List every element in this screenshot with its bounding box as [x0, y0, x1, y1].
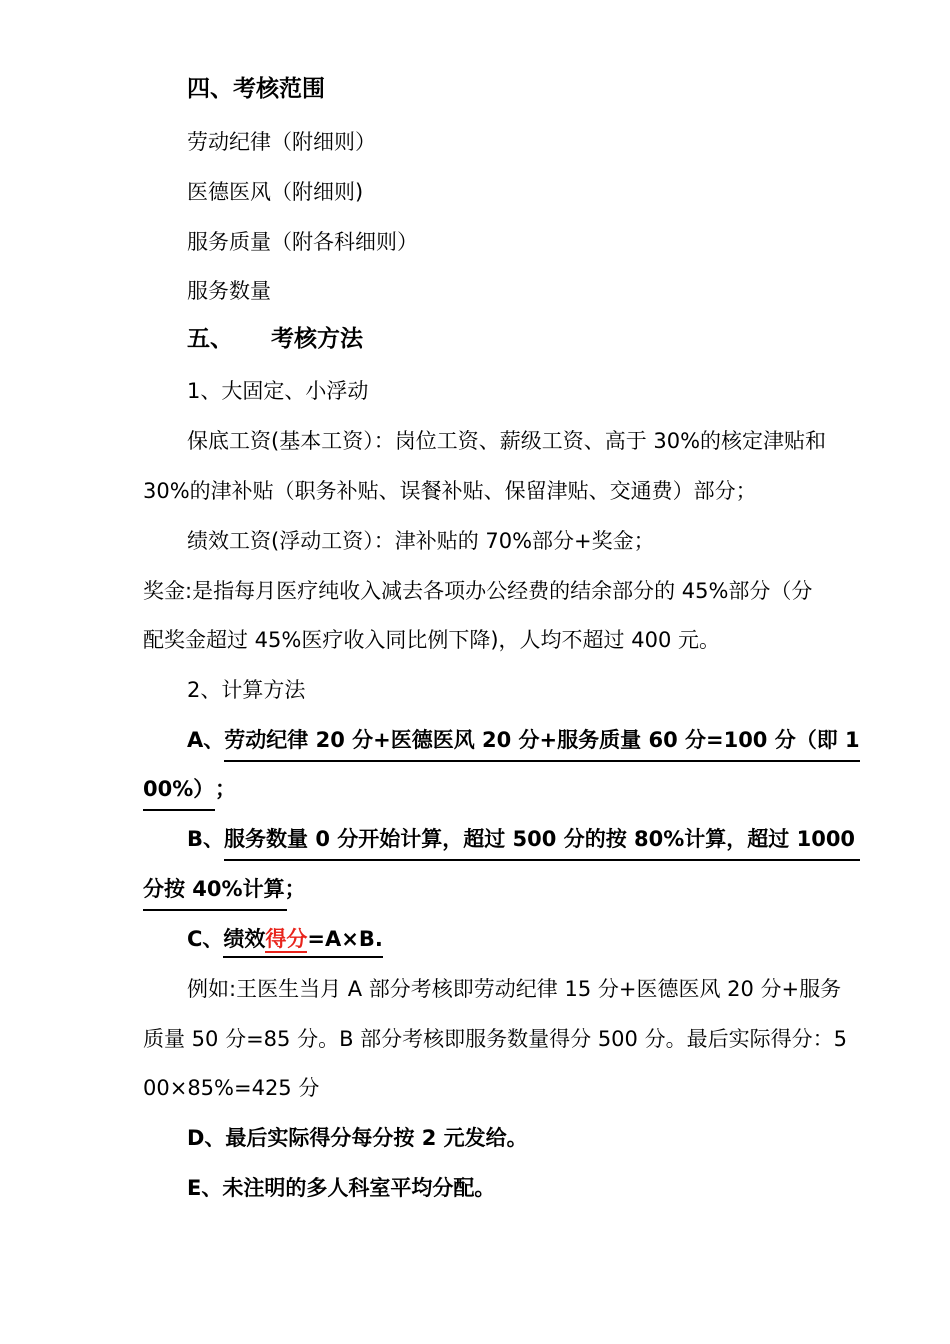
rule-c-part-1: 绩效 [223, 927, 266, 951]
scope-item-quality: 服务质量（附各科细则） [187, 230, 418, 254]
rule-d-line: D、最后实际得分每分按 2 元发给。 [187, 1126, 528, 1150]
rule-b-prefix: B、 [187, 827, 225, 851]
example-line-2: 质量 50 分=85 分。B 部分考核即服务数量得分 500 分。最后实际得分：5 [143, 1027, 847, 1051]
rule-b-line-1 [187, 824, 863, 861]
rule-a-tail: ； [215, 777, 236, 801]
scope-item-quantity: 服务数量 [187, 279, 271, 303]
section-4-title: 四、考核范围 [187, 76, 325, 102]
rule-a-prefix: A、 [187, 728, 225, 752]
section-5-number: 五、 [187, 326, 233, 352]
rule-a-text-2: 00%） [143, 774, 215, 811]
base-salary-line-1: 保底工资(基本工资）：岗位工资、薪级工资、高于 30%的核定津贴和 [187, 429, 827, 453]
rule-c-prefix: C、 [187, 927, 224, 951]
rule-b-text-1: 服务数量 0 分开始计算，超过 500 分的按 80%计算，超过 1000 [224, 824, 860, 861]
rule-c-underlined [223, 927, 382, 958]
subheading-calculation: 2、计算方法 [187, 678, 306, 702]
rule-c-line [187, 924, 863, 954]
scope-item-labor: 劳动纪律（附细则） [187, 130, 376, 154]
section-5-title [187, 324, 863, 354]
rule-b-line-2 [143, 874, 863, 911]
rule-c-part-3: =A×B. [307, 927, 383, 951]
rule-b-text-2: 分按 40%计算； [143, 874, 287, 911]
rule-c-score-highlight: 得分 [265, 927, 308, 951]
subheading-fixed-floating: 1、大固定、小浮动 [187, 379, 369, 403]
rule-e-line: E、未注明的多人科室平均分配。 [187, 1176, 496, 1200]
bonus-line-2: 配奖金超过 45%医疗收入同比例下降)，人均不超过 400 元。 [143, 628, 720, 652]
bonus-line-1: 奖金:是指每月医疗纯收入减去各项办公经费的结余部分的 45%部分（分 [143, 579, 813, 603]
scope-item-ethics: 医德医风（附细则) [187, 180, 364, 204]
example-line-3: 00×85%=425 分 [143, 1076, 320, 1100]
performance-salary-line: 绩效工资(浮动工资）：津补贴的 70%部分+奖金； [187, 529, 655, 553]
rule-a-line-2 [143, 774, 863, 811]
example-line-1: 例如:王医生当月 A 部分考核即劳动纪律 15 分+医德医风 20 分+服务 [187, 977, 842, 1001]
base-salary-line-2: 30%的津补贴（职务补贴、误餐补贴、保留津贴、交通费）部分； [143, 479, 757, 503]
rule-a-text-1: 劳动纪律 20 分+医德医风 20 分+服务质量 60 分=100 分（即 1 [224, 725, 860, 762]
section-5-text: 考核方法 [271, 326, 363, 352]
rule-a-line-1 [187, 725, 863, 762]
